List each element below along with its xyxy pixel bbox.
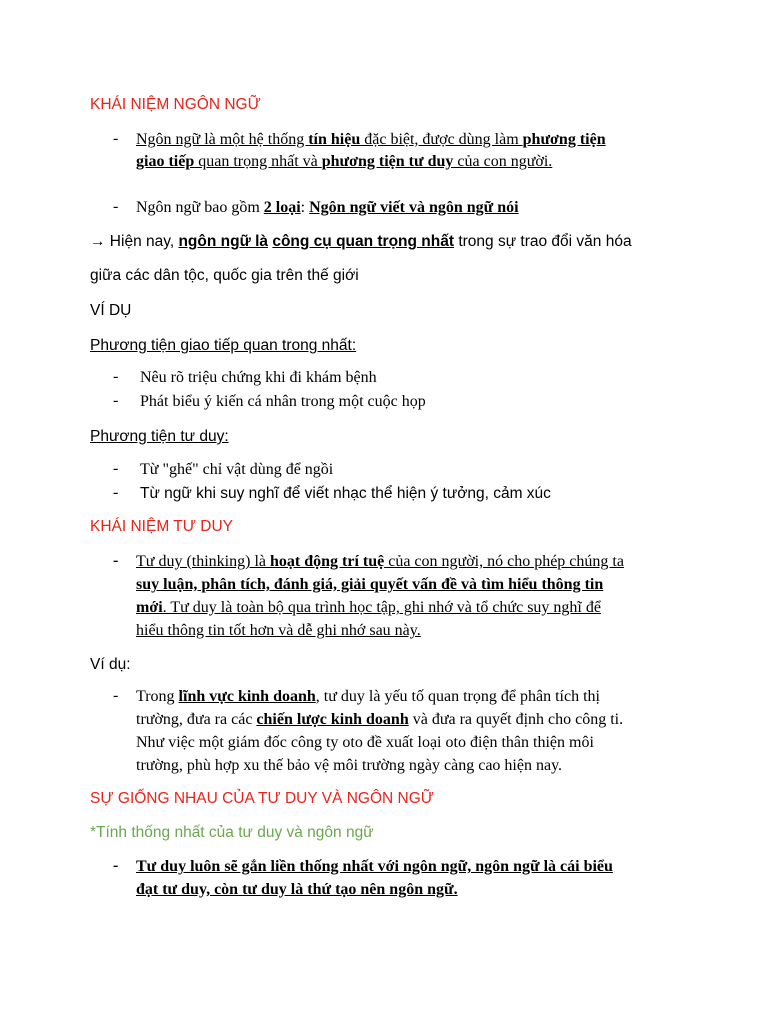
heading-similarities: SỰ GIỐNG NHAU CỦA TƯ DUY VÀ NGÔN NGỮ [90,790,435,807]
language-note-line-2: giữa các dân tộc, quốc gia trên thế giới [90,267,359,284]
thinking-definition-line-4: hiểu thông tin tốt hơn và dễ ghi nhớ sau này. [136,622,421,639]
thinking-definition-line-1: Tư duy (thinking) là hoạt động trí tuệ của con người, nó cho phép chúng ta [136,553,624,570]
heading-example: VÍ DỤ [90,302,132,319]
list-item: Nêu rõ triệu chứng khi đi khám bệnh [140,369,377,386]
bullet-dash: - [113,392,119,409]
heading-example-2: Ví dụ: [90,656,131,673]
bullet-dash: - [113,460,119,477]
language-definition-line-1: Ngôn ngữ là một hệ thống tín hiệu đặc biệt, được dùng làm phương tiện [136,131,606,148]
bullet-dash: - [113,484,119,501]
list-item: Từ ngữ khi suy nghĩ để viết nhạc thể hiện ý tưởng, cảm xúc [140,485,551,502]
business-example-line-1: Trong lĩnh vực kinh doanh, tư duy là yếu tố quan trọng để phân tích thị [136,688,600,705]
business-example-line-4: trường, phù hợp xu thế bảo vệ môi trường ngày càng cao hiện nay. [136,757,563,774]
language-note-line-1: → Hiện nay, ngôn ngữ là công cụ quan trọng nhất trong sự trao đổi văn hóa [90,233,632,250]
right-arrow-icon: → [90,233,106,250]
list-item: Từ "ghế" chỉ vật dùng để ngồi [140,461,334,478]
heading-language-concept: KHÁI NIỆM NGÔN NGỮ [90,96,261,113]
language-definition-line-2: giao tiếp quan trọng nhất và phương tiện tư duy của con người. [136,153,553,170]
bullet-dash: - [113,552,119,569]
subheading-communication: Phương tiện giao tiếp quan trong nhất: [90,337,357,354]
bullet-dash: - [113,130,119,147]
business-example-line-3: Như việc một giám đốc công ty oto đề xuất loại oto điện thân thiện môi [136,734,594,751]
heading-thinking-concept: KHÁI NIỆM TƯ DUY [90,518,233,535]
list-item: Phát biểu ý kiến cá nhân trong một cuộc họp [140,393,426,410]
thinking-definition-line-3: mới. Tư duy là toàn bộ qua trình học tập, ghi nhớ và tổ chức suy nghĩ để [136,599,601,616]
thinking-definition-line-2: suy luận, phân tích, đánh giá, giải quyết vấn đề và tìm hiểu thông tin [136,576,604,593]
subheading-thinking-tool: Phương tiện tư duy: [90,428,229,445]
unity-line-1: Tư duy luôn sẽ gắn liền thống nhất với ngôn ngữ, ngôn ngữ là cái biểu [136,858,613,875]
bullet-dash: - [113,687,119,704]
bullet-dash: - [113,368,119,385]
unity-line-2: đạt tư duy, còn tư duy là thứ tạo nên ngôn ngữ. [136,881,458,898]
bullet-dash: - [113,198,119,215]
business-example-line-2: trường, đưa ra các chiến lược kinh doanh và đưa ra quyết định cho công ti. [136,711,624,728]
language-types-line: Ngôn ngữ bao gồm 2 loại: Ngôn ngữ viết và ngôn ngữ nói [136,199,519,216]
subheading-unity: *Tính thống nhất của tư duy và ngôn ngữ [90,824,374,841]
bullet-dash: - [113,857,119,874]
